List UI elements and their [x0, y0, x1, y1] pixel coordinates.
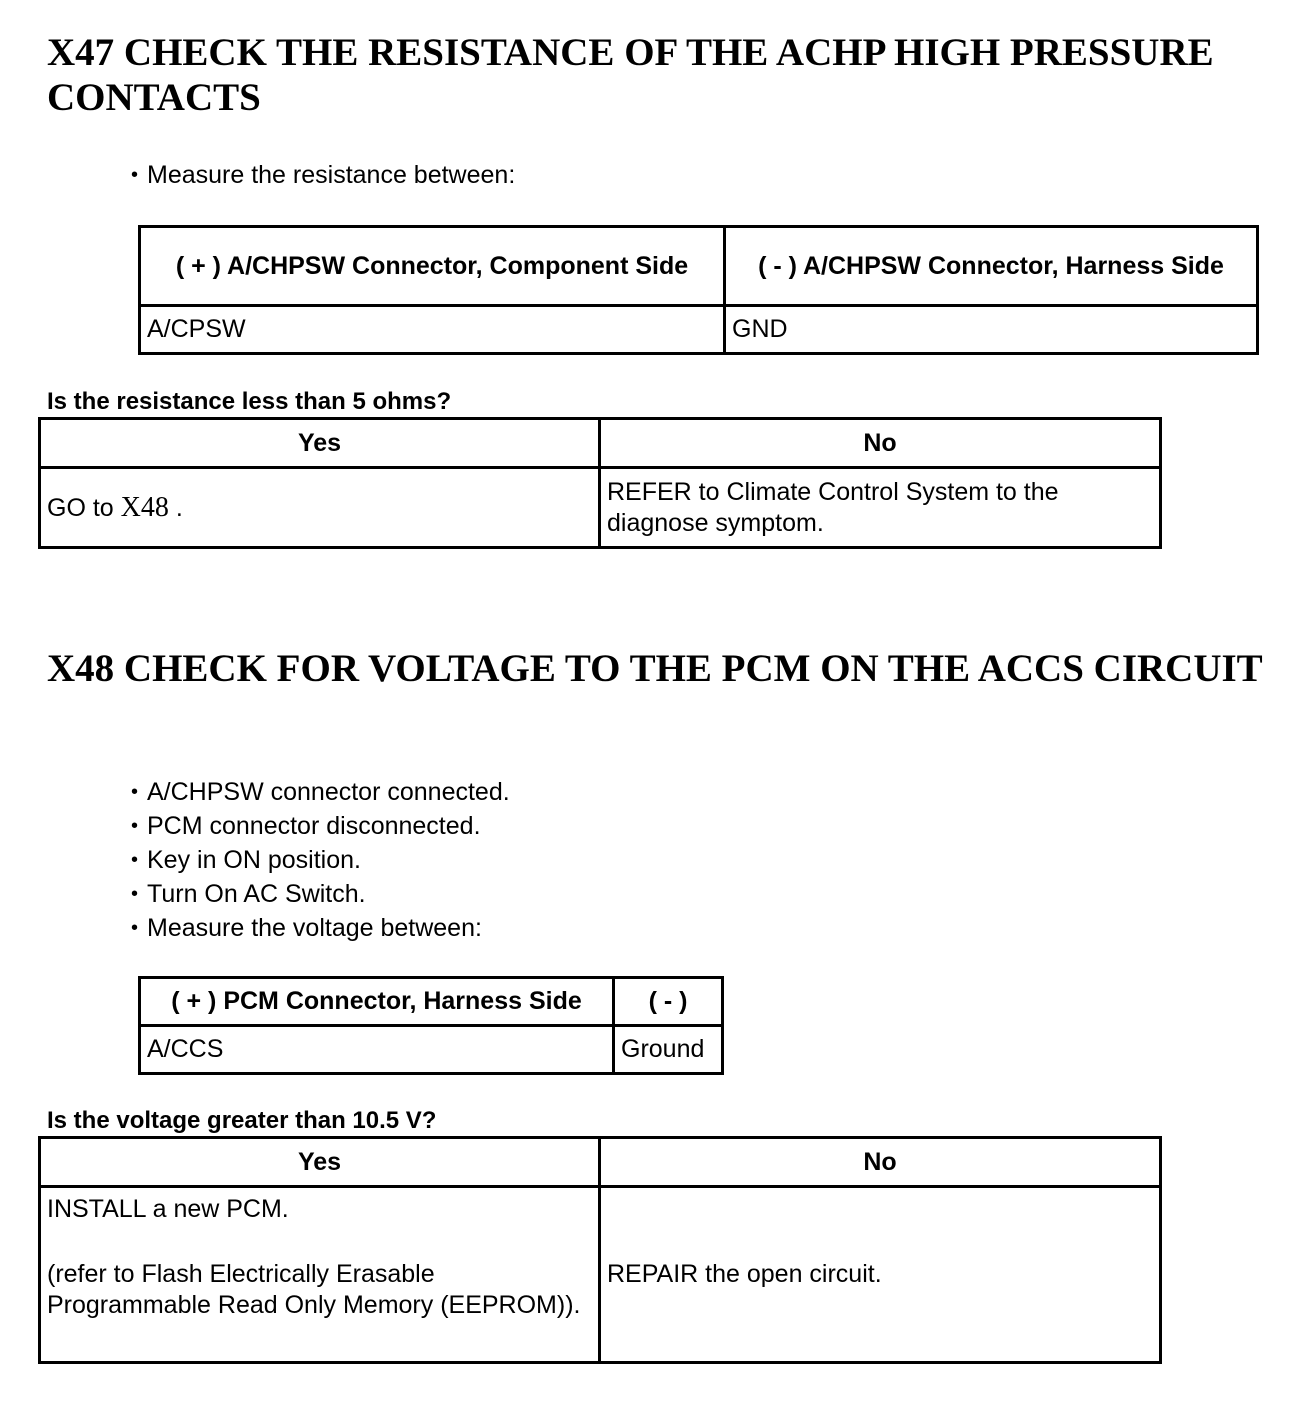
bullet-icon: •: [131, 781, 139, 803]
instruction-list-x48: [131, 775, 510, 945]
bullet-icon: •: [131, 164, 139, 186]
bullet-icon: •: [131, 883, 139, 905]
list-item: • Key in ON position.: [131, 843, 510, 877]
answer-table-x48: [38, 1136, 1162, 1364]
yes-line-1: INSTALL a new PCM.: [47, 1195, 289, 1223]
list-item: • Turn On AC Switch.: [131, 877, 510, 911]
table-cell-positive: A/CCS: [140, 1026, 614, 1074]
table-header-positive: ( + ) PCM Connector, Harness Side: [140, 978, 614, 1026]
no-header: No: [600, 1138, 1161, 1187]
list-item: • Measure the voltage between:: [131, 911, 510, 945]
yes-line-2: (refer to Flash Electrically Erasable Programmable Read Only Memory (EEPROM)).: [47, 1260, 581, 1319]
yes-header: Yes: [40, 1138, 600, 1187]
instruction-list-x47: [131, 158, 515, 192]
table-cell-negative: GND: [725, 306, 1258, 354]
table-cell-negative: Ground: [614, 1026, 723, 1074]
table-header-negative: ( - ) A/CHPSW Connector, Harness Side: [725, 227, 1258, 306]
list-item: • Measure the resistance between:: [131, 158, 515, 192]
no-cell: REFER to Climate Control System to the diagnose symptom.: [600, 468, 1161, 548]
table-row: [140, 306, 1258, 354]
answer-table-x47: [38, 417, 1162, 549]
measurement-table-x48: [138, 976, 724, 1075]
bullet-icon: •: [131, 917, 139, 939]
yes-cell: [40, 1187, 600, 1363]
question-x47: Is the resistance less than 5 ohms?: [47, 388, 452, 415]
question-x48: Is the voltage greater than 10.5 V?: [47, 1107, 437, 1134]
bullet-icon: •: [131, 815, 139, 837]
table-cell-positive: A/CPSW: [140, 306, 725, 354]
link-x48[interactable]: X48: [120, 491, 169, 523]
no-header: No: [600, 419, 1161, 468]
yes-cell: GO to X48 .: [40, 468, 600, 548]
table-row: [40, 1187, 1161, 1363]
yes-header: Yes: [40, 419, 600, 468]
table-row: [140, 1026, 723, 1074]
table-header-negative: ( - ): [614, 978, 723, 1026]
no-cell: REPAIR the open circuit.: [600, 1187, 1161, 1363]
list-item: • A/CHPSW connector connected.: [131, 775, 510, 809]
step-title-x48: X48 CHECK FOR VOLTAGE TO THE PCM ON THE ACCS CIRCUIT: [47, 647, 1263, 690]
list-item: • PCM connector disconnected.: [131, 809, 510, 843]
table-row: [40, 468, 1161, 548]
table-header-positive: ( + ) A/CHPSW Connector, Component Side: [140, 227, 725, 306]
bullet-icon: •: [131, 849, 139, 871]
step-title-x47: X47 CHECK THE RESISTANCE OF THE ACHP HIGH PRESSURE CONTACTS: [47, 31, 1214, 119]
measurement-table-x47: [138, 225, 1259, 355]
